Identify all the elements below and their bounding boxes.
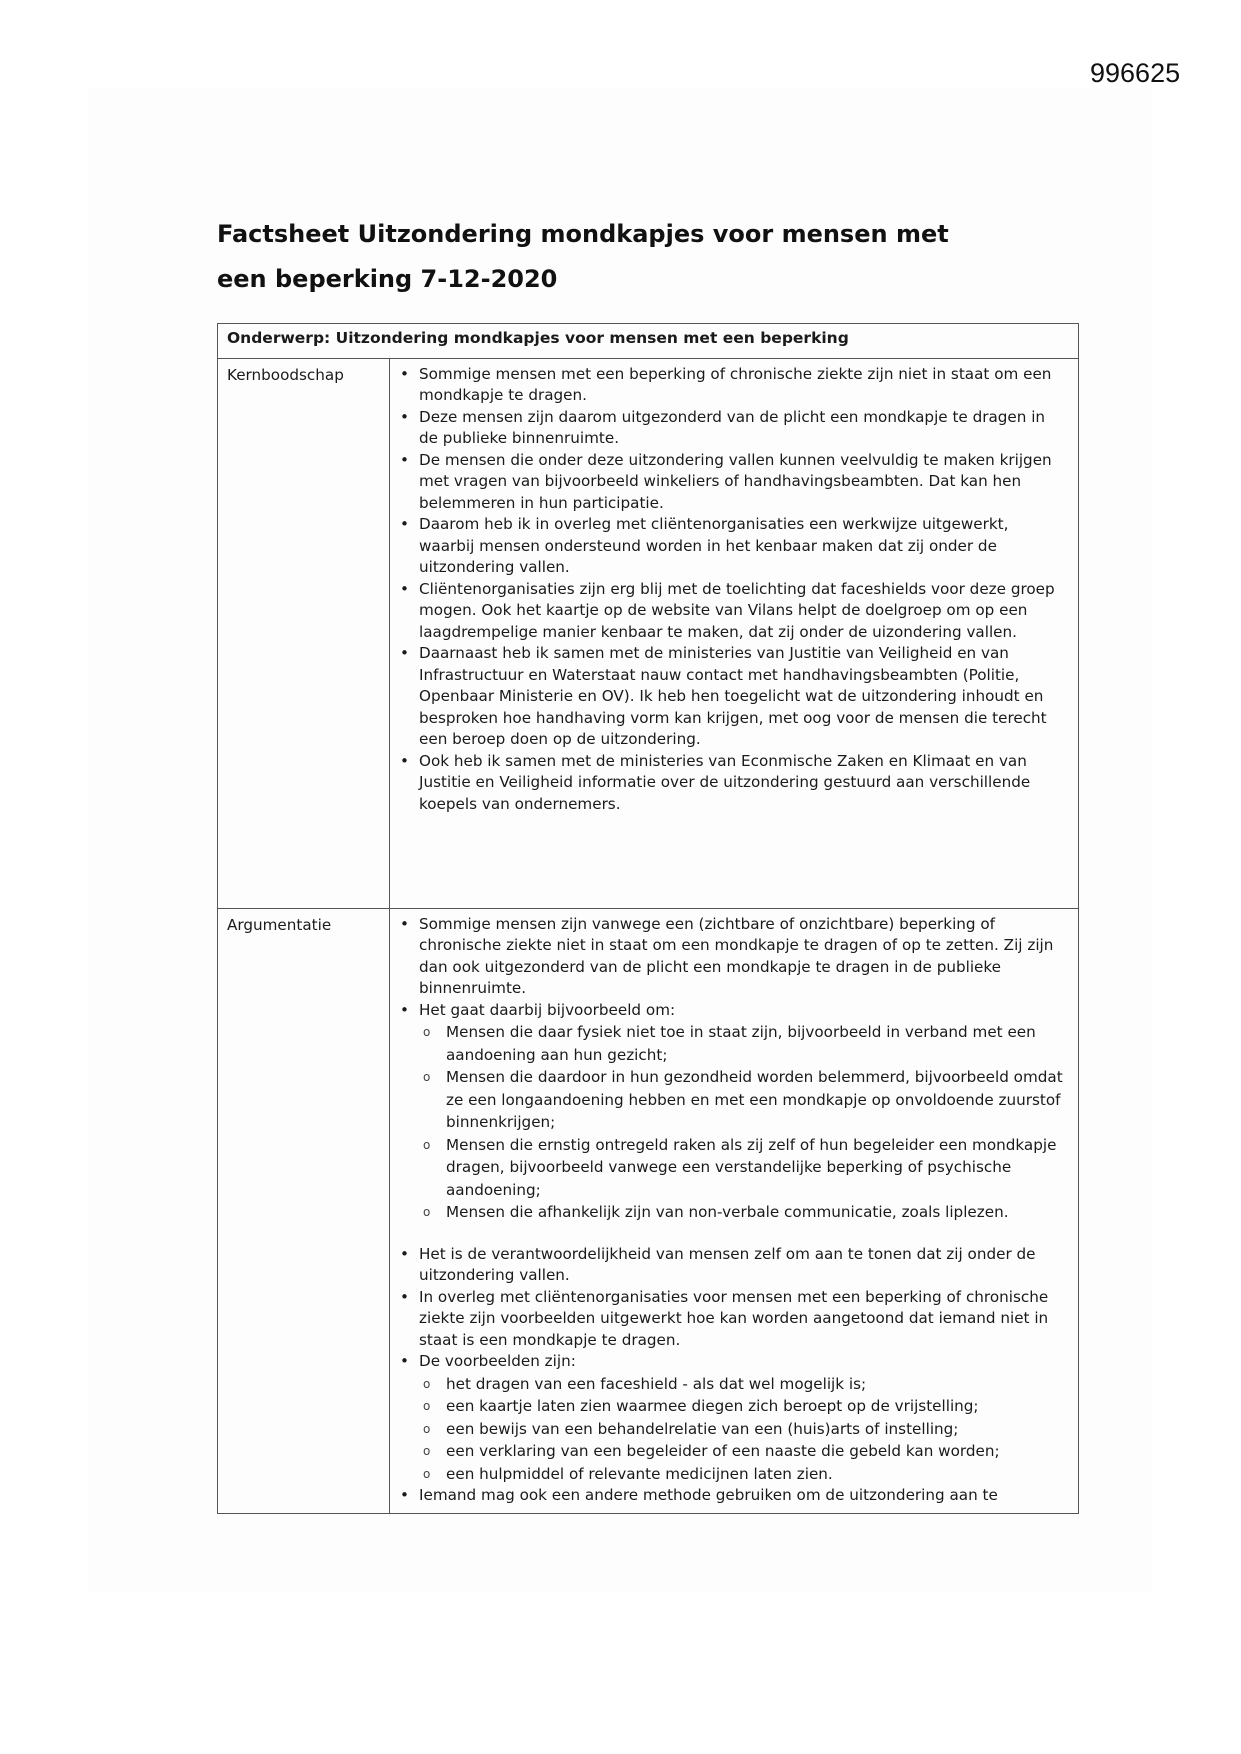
subject-heading: Onderwerp: Uitzondering mondkapjes voor mensen met een beperking xyxy=(218,324,1079,359)
list-item: • Cliëntenorganisaties zijn erg blij met de toelichting dat faceshields voor deze groep mogen. Ook het kaartje op de website van Vilans helpt de doelgroep om op een laagdrempelige manier kenbaar te maken, dat zij onder de uizondering vallen. xyxy=(398,579,1068,644)
row-label-argumentatie: Argumentatie xyxy=(218,908,390,1513)
title-line-2: een beperking 7-12-2020 xyxy=(217,265,558,293)
kernboodschap-content xyxy=(390,358,1079,908)
list-item xyxy=(398,1000,1068,1244)
list-item: • Iemand mag ook een andere methode gebruiken om de uitzondering aan te xyxy=(398,1485,1068,1507)
title-line-1: Factsheet Uitzondering mondkapjes voor mensen met xyxy=(217,220,949,248)
page-title xyxy=(217,212,1077,302)
table-row xyxy=(218,908,1079,1513)
sub-list-item: o het dragen van een faceshield - als dat wel mogelijk is; xyxy=(419,1373,1068,1396)
list-item: • Daarnaast heb ik samen met de ministeries van Justitie van Veiligheid en van Infrastructuur en Waterstaat nauw contact met handhavingsbeambten (Politie, Openbaar Ministerie en OV). Ik heb hen toegelicht wat de uitzondering inhoudt en besproken hoe handhaving vorm kan krijgen, met oog voor de mensen die terecht een beroep doen op de uitzondering. xyxy=(398,643,1068,751)
sub-list-item: o Mensen die daardoor in hun gezondheid worden belemmerd, bijvoorbeeld omdat ze een longaandoening hebben en met een mondkapje op onvoldoende zuurstof binnenkrijgen; xyxy=(419,1066,1068,1134)
list-item: • Daarom heb ik in overleg met cliëntenorganisaties een werkwijze uitgewerkt, waarbij mensen ondersteund worden in het kenbaar maken dat zij onder de uitzondering vallen. xyxy=(398,514,1068,579)
sub-list-item: o Mensen die ernstig ontregeld raken als zij zelf of hun begeleider een mondkapje dragen, bijvoorbeeld vanwege een verstandelijke beperking of psychische aandoening; xyxy=(419,1134,1068,1202)
list-item: • In overleg met cliëntenorganisaties voor mensen met een beperking of chronische ziekte zijn voorbeelden uitgewerkt hoe kan worden aangetoond dat iemand niet in staat is een mondkapje te dragen. xyxy=(398,1287,1068,1352)
sub-list-item: o een verklaring van een begeleider of een naaste die gebeld kan worden; xyxy=(419,1440,1068,1463)
table-row xyxy=(218,358,1079,908)
sub-list-item: o een bewijs van een behandelrelatie van een (huis)arts of instelling; xyxy=(419,1418,1068,1441)
list-item: • Het is de verantwoordelijkheid van mensen zelf om aan te tonen dat zij onder de uitzondering vallen. xyxy=(398,1244,1068,1287)
spacer xyxy=(419,1224,1068,1244)
list-item: • Sommige mensen met een beperking of chronische ziekte zijn niet in staat om een mondkapje te dragen. xyxy=(398,364,1068,407)
list-item xyxy=(398,1351,1068,1485)
kernboodschap-list xyxy=(398,364,1068,816)
sub-list-item: o een kaartje laten zien waarmee diegen zich beroept op de vrijstelling; xyxy=(419,1395,1068,1418)
list-item: • De mensen die onder deze uitzondering vallen kunnen veelvuldig te maken krijgen met vragen van bijvoorbeeld winkeliers of handhavingsbeambten. Dat kan hen belemmeren in hun participatie. xyxy=(398,450,1068,515)
sub-list-item: o een hulpmiddel of relevante medicijnen laten zien. xyxy=(419,1463,1068,1486)
voorbeelden-sublist xyxy=(419,1373,1068,1486)
table-header-row xyxy=(218,324,1079,359)
argumentatie-content xyxy=(390,908,1079,1513)
row-label-kernboodschap: Kernboodschap xyxy=(218,358,390,908)
argumentatie-list xyxy=(398,914,1068,1507)
sub-list-item: o Mensen die afhankelijk zijn van non-verbale communicatie, zoals liplezen. xyxy=(419,1201,1068,1224)
list-item-text: Het gaat daarbij bijvoorbeeld om: xyxy=(419,1000,676,1019)
sub-list-item: o Mensen die daar fysiek niet toe in staat zijn, bijvoorbeeld in verband met een aandoening aan hun gezicht; xyxy=(419,1021,1068,1066)
examples-sublist xyxy=(419,1021,1068,1224)
list-item: • Ook heb ik samen met de ministeries van Econmische Zaken en Klimaat en van Justitie en Veiligheid informatie over de uitzondering gestuurd aan verschillende koepels van ondernemers. xyxy=(398,751,1068,816)
list-item: • Deze mensen zijn daarom uitgezonderd van de plicht een mondkapje te dragen in de publieke binnenruimte. xyxy=(398,407,1068,450)
list-item-text: De voorbeelden zijn: xyxy=(419,1352,576,1370)
document-id: 996625 xyxy=(1090,58,1181,88)
factsheet-table xyxy=(217,323,1079,1514)
list-item: • Sommige mensen zijn vanwege een (zichtbare of onzichtbare) beperking of chronische ziekte niet in staat om een mondkapje te dragen of op te zetten. Zij zijn dan ook uitgezonderd van de plicht een mondkapje te dragen in de publieke binnenruimte. xyxy=(398,914,1068,1000)
